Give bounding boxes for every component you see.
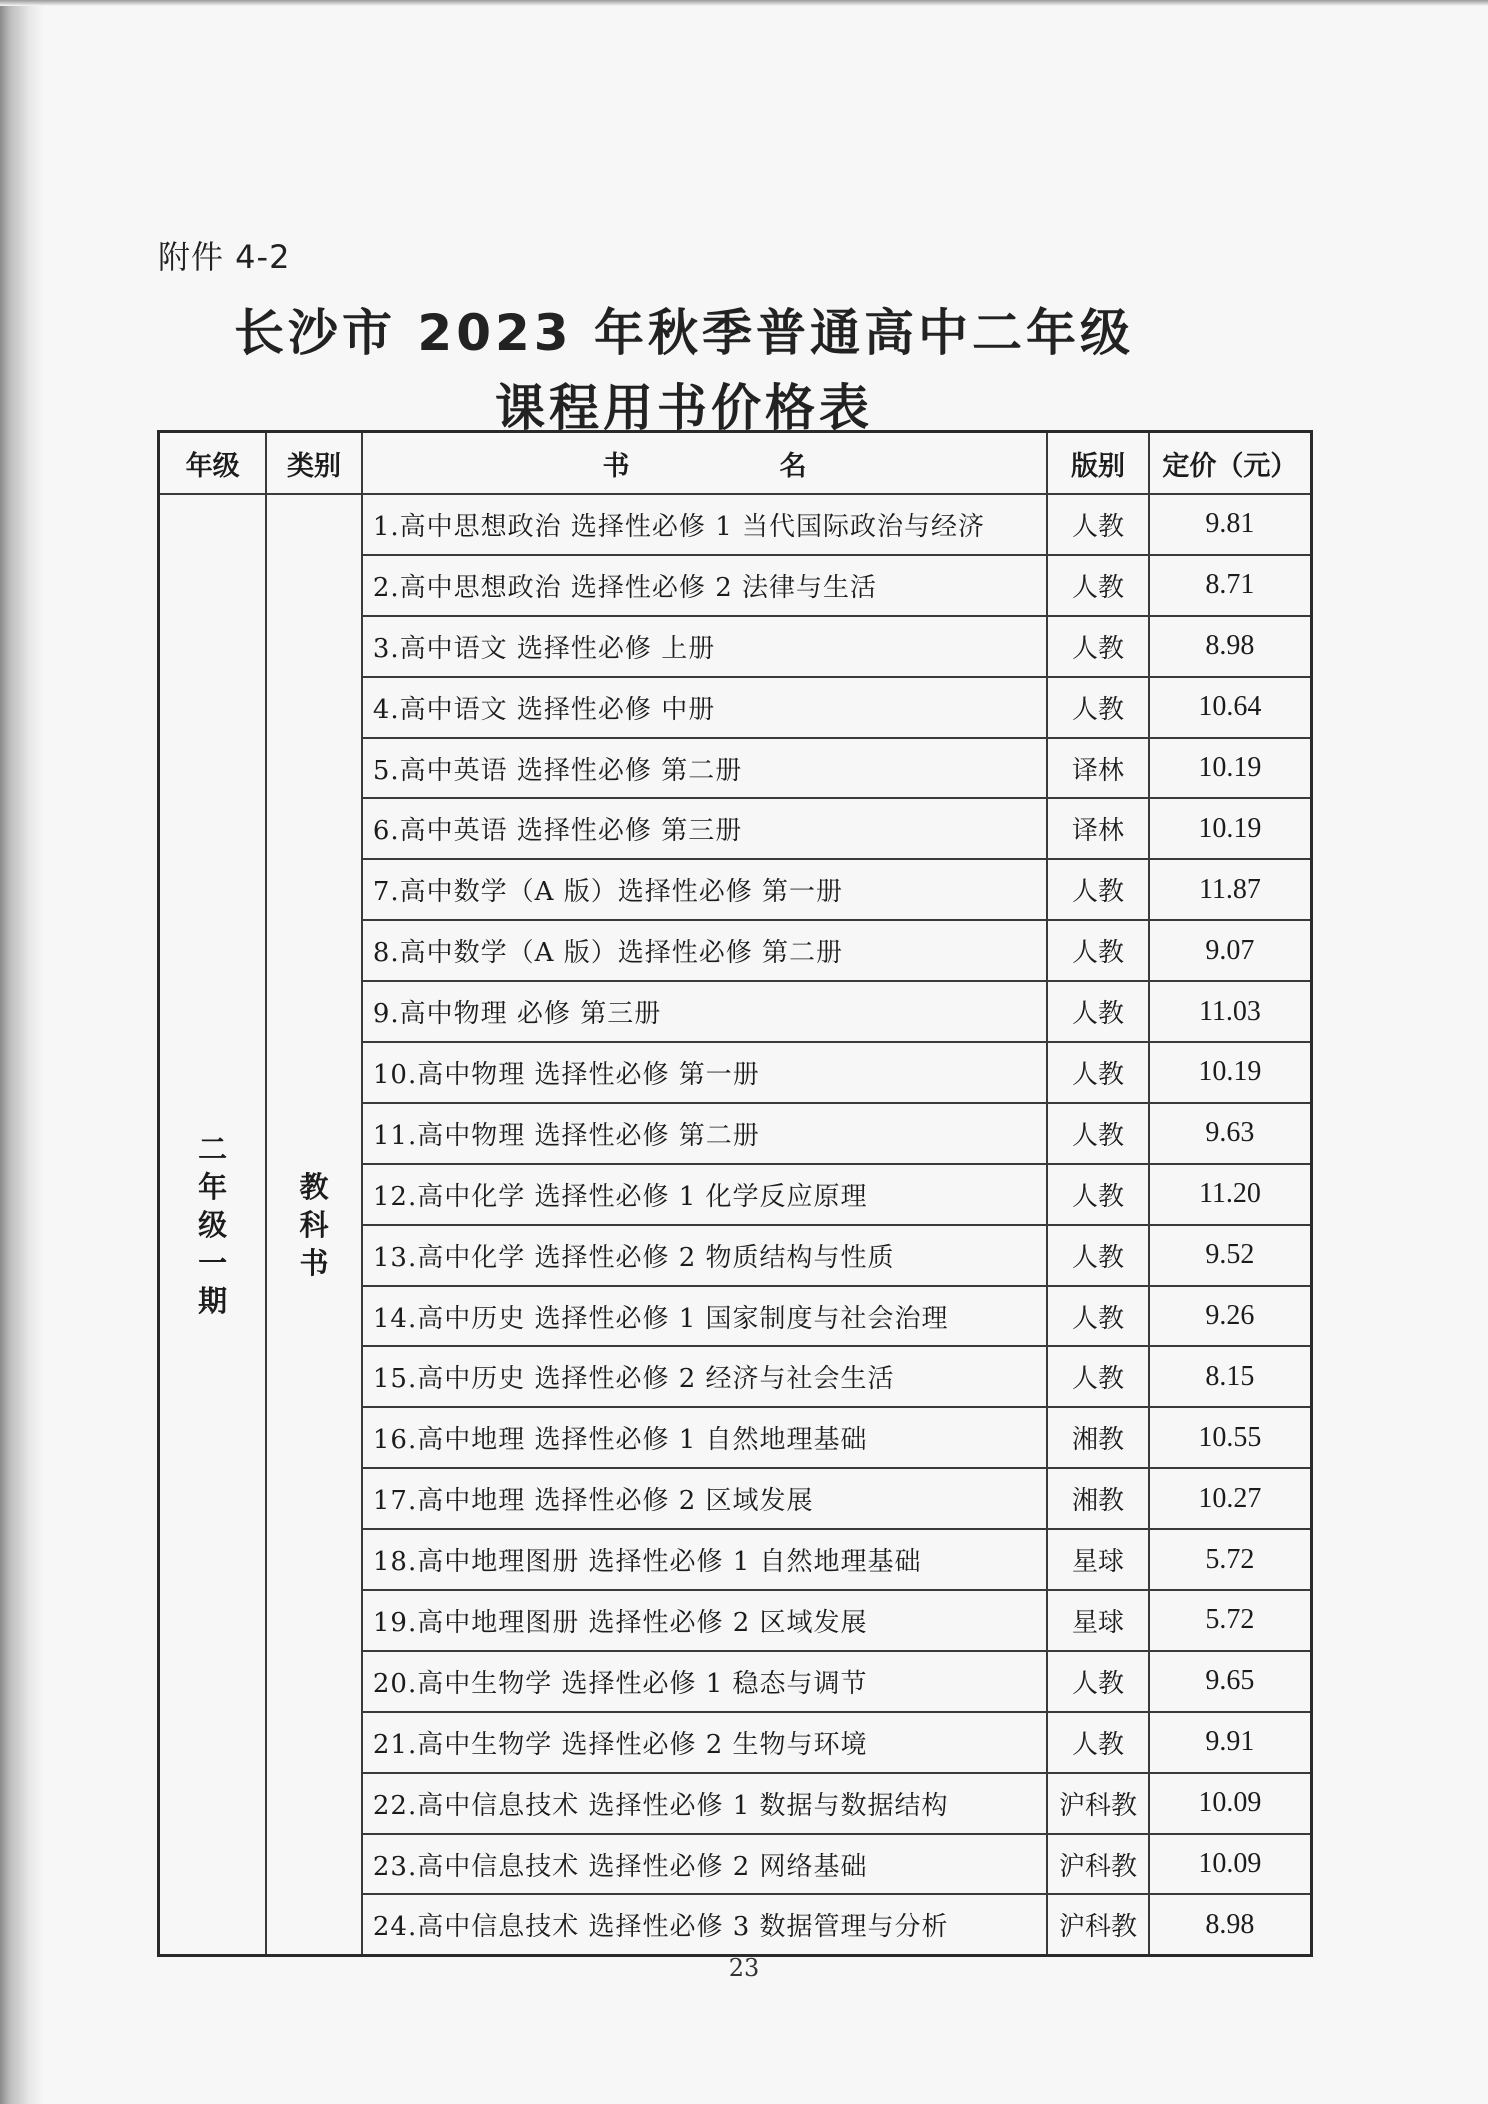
header-category: 类别 [266, 432, 362, 495]
book-name-cell: 24.高中信息技术 选择性必修 3 数据管理与分析 [362, 1894, 1047, 1955]
page-number: 23 [728, 1954, 760, 1982]
price-cell: 5.72 [1149, 1590, 1312, 1651]
price-cell: 9.91 [1149, 1712, 1312, 1773]
edition-cell: 人教 [1047, 1286, 1149, 1347]
edition-cell: 人教 [1047, 555, 1149, 616]
price-cell: 8.98 [1149, 1894, 1312, 1955]
price-cell: 8.71 [1149, 555, 1312, 616]
price-table [157, 430, 1313, 1957]
book-name-cell: 19.高中地理图册 选择性必修 2 区域发展 [362, 1590, 1047, 1651]
edition-cell: 人教 [1047, 1712, 1149, 1773]
price-cell: 10.09 [1149, 1773, 1312, 1834]
price-cell: 11.87 [1149, 859, 1312, 920]
price-cell: 11.20 [1149, 1164, 1312, 1225]
edition-cell: 人教 [1047, 616, 1149, 677]
book-name-cell: 23.高中信息技术 选择性必修 2 网络基础 [362, 1834, 1047, 1895]
price-cell: 8.15 [1149, 1346, 1312, 1407]
price-cell: 9.26 [1149, 1286, 1312, 1347]
attachment-label: 附件 4-2 [158, 238, 291, 276]
document-title-line1: 长沙市 2023 年秋季普通高中二年级 [234, 304, 1134, 362]
price-cell: 9.63 [1149, 1103, 1312, 1164]
book-name-cell: 4.高中语文 选择性必修 中册 [362, 677, 1047, 738]
book-name-cell: 21.高中生物学 选择性必修 2 生物与环境 [362, 1712, 1047, 1773]
book-name-cell: 7.高中数学（A 版）选择性必修 第一册 [362, 859, 1047, 920]
price-cell: 9.81 [1149, 494, 1312, 555]
table-row [159, 494, 1312, 555]
header-grade: 年级 [159, 432, 267, 495]
book-name-cell: 9.高中物理 必修 第三册 [362, 981, 1047, 1042]
header-edition: 版别 [1047, 432, 1149, 495]
edition-cell: 沪科教 [1047, 1773, 1149, 1834]
book-name-cell: 13.高中化学 选择性必修 2 物质结构与性质 [362, 1225, 1047, 1286]
header-book-name: 书名 [362, 432, 1047, 495]
price-cell: 8.98 [1149, 616, 1312, 677]
edition-cell: 湘教 [1047, 1407, 1149, 1468]
book-name-cell: 17.高中地理 选择性必修 2 区域发展 [362, 1468, 1047, 1529]
price-cell: 5.72 [1149, 1529, 1312, 1590]
header-price: 定价（元） [1149, 432, 1312, 495]
edition-cell: 译林 [1047, 738, 1149, 799]
book-name-cell: 12.高中化学 选择性必修 1 化学反应原理 [362, 1164, 1047, 1225]
edition-cell: 星球 [1047, 1529, 1149, 1590]
edition-cell: 沪科教 [1047, 1834, 1149, 1895]
price-cell: 10.19 [1149, 1042, 1312, 1103]
book-name-cell: 2.高中思想政治 选择性必修 2 法律与生活 [362, 555, 1047, 616]
price-cell: 10.64 [1149, 677, 1312, 738]
edition-cell: 人教 [1047, 1042, 1149, 1103]
book-name-cell: 20.高中生物学 选择性必修 1 稳态与调节 [362, 1651, 1047, 1712]
book-name-cell: 14.高中历史 选择性必修 1 国家制度与社会治理 [362, 1286, 1047, 1347]
scan-top-shadow [0, 0, 1488, 6]
edition-cell: 人教 [1047, 1346, 1149, 1407]
grade-value: 二年级一期 [198, 1131, 228, 1318]
book-name-cell: 10.高中物理 选择性必修 第一册 [362, 1042, 1047, 1103]
book-name-cell: 16.高中地理 选择性必修 1 自然地理基础 [362, 1407, 1047, 1468]
edition-cell: 人教 [1047, 1103, 1149, 1164]
price-cell: 10.19 [1149, 738, 1312, 799]
edition-cell: 人教 [1047, 494, 1149, 555]
table-header-row [159, 432, 1312, 495]
edition-cell: 译林 [1047, 798, 1149, 859]
edition-cell: 星球 [1047, 1590, 1149, 1651]
price-cell: 11.03 [1149, 981, 1312, 1042]
book-name-cell: 15.高中历史 选择性必修 2 经济与社会生活 [362, 1346, 1047, 1407]
book-name-cell: 6.高中英语 选择性必修 第三册 [362, 798, 1047, 859]
price-cell: 9.07 [1149, 920, 1312, 981]
edition-cell: 湘教 [1047, 1468, 1149, 1529]
edition-cell: 人教 [1047, 677, 1149, 738]
edition-cell: 人教 [1047, 920, 1149, 981]
book-name-cell: 11.高中物理 选择性必修 第二册 [362, 1103, 1047, 1164]
price-cell: 10.55 [1149, 1407, 1312, 1468]
book-name-cell: 5.高中英语 选择性必修 第二册 [362, 738, 1047, 799]
price-cell: 10.19 [1149, 798, 1312, 859]
table-body [159, 494, 1312, 1956]
price-cell: 10.27 [1149, 1468, 1312, 1529]
book-name-cell: 3.高中语文 选择性必修 上册 [362, 616, 1047, 677]
edition-cell: 人教 [1047, 1651, 1149, 1712]
book-name-cell: 22.高中信息技术 选择性必修 1 数据与数据结构 [362, 1773, 1047, 1834]
book-name-cell: 8.高中数学（A 版）选择性必修 第二册 [362, 920, 1047, 981]
edition-cell: 人教 [1047, 981, 1149, 1042]
edition-cell: 人教 [1047, 1164, 1149, 1225]
price-cell: 9.65 [1149, 1651, 1312, 1712]
book-name-cell: 18.高中地理图册 选择性必修 1 自然地理基础 [362, 1529, 1047, 1590]
book-name-cell: 1.高中思想政治 选择性必修 1 当代国际政治与经济 [362, 494, 1047, 555]
category-cell [266, 494, 362, 1956]
category-value: 教科书 [299, 1169, 329, 1280]
document-title-line2: 课程用书价格表 [495, 379, 873, 437]
edition-cell: 沪科教 [1047, 1894, 1149, 1955]
price-cell: 9.52 [1149, 1225, 1312, 1286]
grade-cell [159, 494, 267, 1956]
edition-cell: 人教 [1047, 859, 1149, 920]
edition-cell: 人教 [1047, 1225, 1149, 1286]
price-cell: 10.09 [1149, 1834, 1312, 1895]
